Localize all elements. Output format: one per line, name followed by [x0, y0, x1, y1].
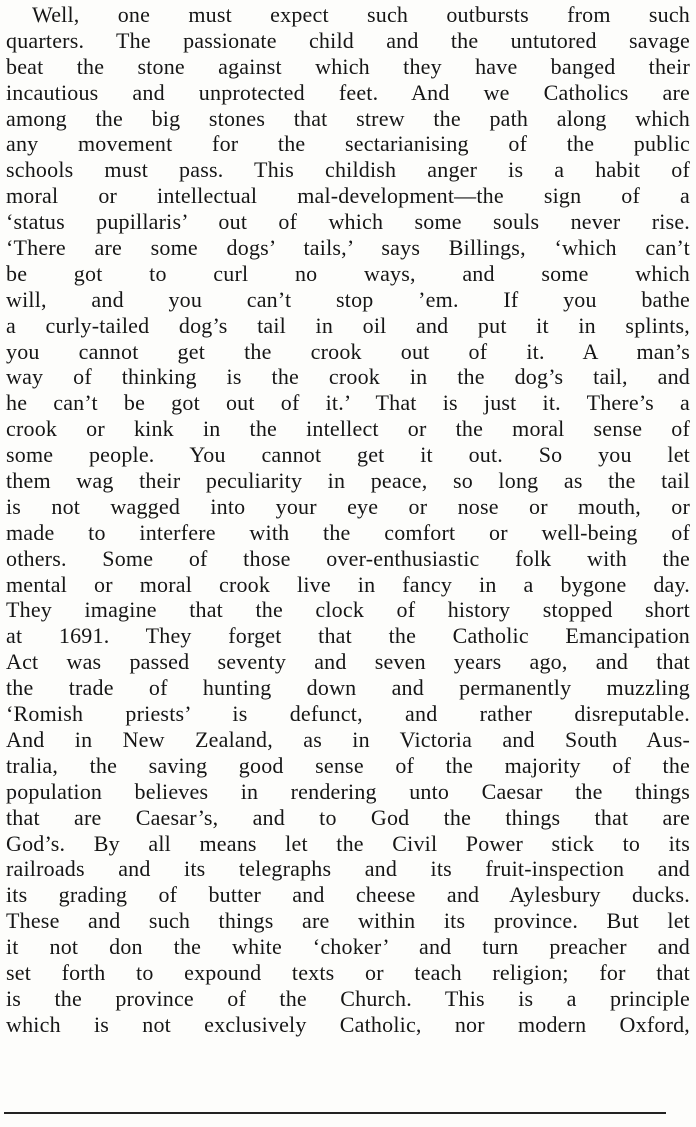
article-line: God’s. By all means let the Civil Power stick to its — [6, 830, 690, 856]
article-line: some people. You cannot get it out. So you let — [6, 442, 690, 468]
article-line: others. Some of those over-enthusiastic folk with the — [6, 545, 690, 571]
article-line: mental or moral crook live in fancy in a bygone day. — [6, 571, 690, 597]
article-line: population believes in rendering unto Caesar the things — [6, 778, 690, 804]
article-line: any movement for the sectarianising of the public — [6, 131, 690, 157]
article-line: These and such things are within its province. But let — [6, 908, 690, 934]
article-line: set forth to expound texts or teach religion; for that — [6, 959, 690, 985]
article-line: beat the stone against which they have banged their — [6, 53, 690, 79]
article-line: made to interfere with the comfort or well-being of — [6, 519, 690, 545]
article-line: moral or intellectual mal-development—the sign of a — [6, 183, 690, 209]
article-line: They imagine that the clock of history stopped short — [6, 597, 690, 623]
bottom-rule — [4, 1112, 666, 1114]
article-column — [6, 2, 690, 1038]
article-line: among the big stones that strew the path along which — [6, 105, 690, 131]
article-line: a curly-tailed dog’s tail in oil and put it in splints, — [6, 312, 690, 338]
article-line: ‘status pupillaris’ out of which some souls never rise. — [6, 209, 690, 235]
article-line: that are Caesar’s, and to God the things that are — [6, 804, 690, 830]
article-line: will, and you can’t stop ’em. If you bathe — [6, 286, 690, 312]
article-line: Well, one must expect such outbursts from such — [32, 2, 690, 27]
article-line: ‘There are some dogs’ tails,’ says Billings, ‘which can’t — [6, 235, 690, 261]
article-line: its grading of butter and cheese and Aylesbury ducks. — [6, 882, 690, 908]
article-line: Act was passed seventy and seven years ago, and that — [6, 649, 690, 675]
article-line: incautious and unprotected feet. And we Catholics are — [6, 79, 690, 105]
article-line: ‘Romish priests’ is defunct, and rather disreputable. — [6, 701, 690, 727]
article-line: the trade of hunting down and permanently muzzling — [6, 675, 690, 701]
article-line: which is not exclusively Catholic, nor modern Oxford, — [6, 1011, 690, 1037]
article-line: be got to curl no ways, and some which — [6, 260, 690, 286]
article-line: it not don the white ‘choker’ and turn preacher and — [6, 934, 690, 960]
article-line: is the province of the Church. This is a principle — [6, 985, 690, 1011]
article-line: you cannot get the crook out of it. A man’s — [6, 338, 690, 364]
article-line: way of thinking is the crook in the dog’s tail, and — [6, 364, 690, 390]
article-line: railroads and its telegraphs and its fruit-inspection and — [6, 856, 690, 882]
article-line: schools must pass. This childish anger is a habit of — [6, 157, 690, 183]
article-line: is not wagged into your eye or nose or mouth, or — [6, 493, 690, 519]
article-line: he can’t be got out of it.’ That is just it. There’s a — [6, 390, 690, 416]
article-line: And in New Zealand, as in Victoria and South Aus- — [6, 726, 690, 752]
article-line: crook or kink in the intellect or the moral sense of — [6, 416, 690, 442]
article-line: tralia, the saving good sense of the majority of the — [6, 752, 690, 778]
article-line: at 1691. They forget that the Catholic Emancipation — [6, 623, 690, 649]
article-line: quarters. The passionate child and the untutored savage — [6, 27, 690, 53]
article-line: them wag their peculiarity in peace, so long as the tail — [6, 468, 690, 494]
